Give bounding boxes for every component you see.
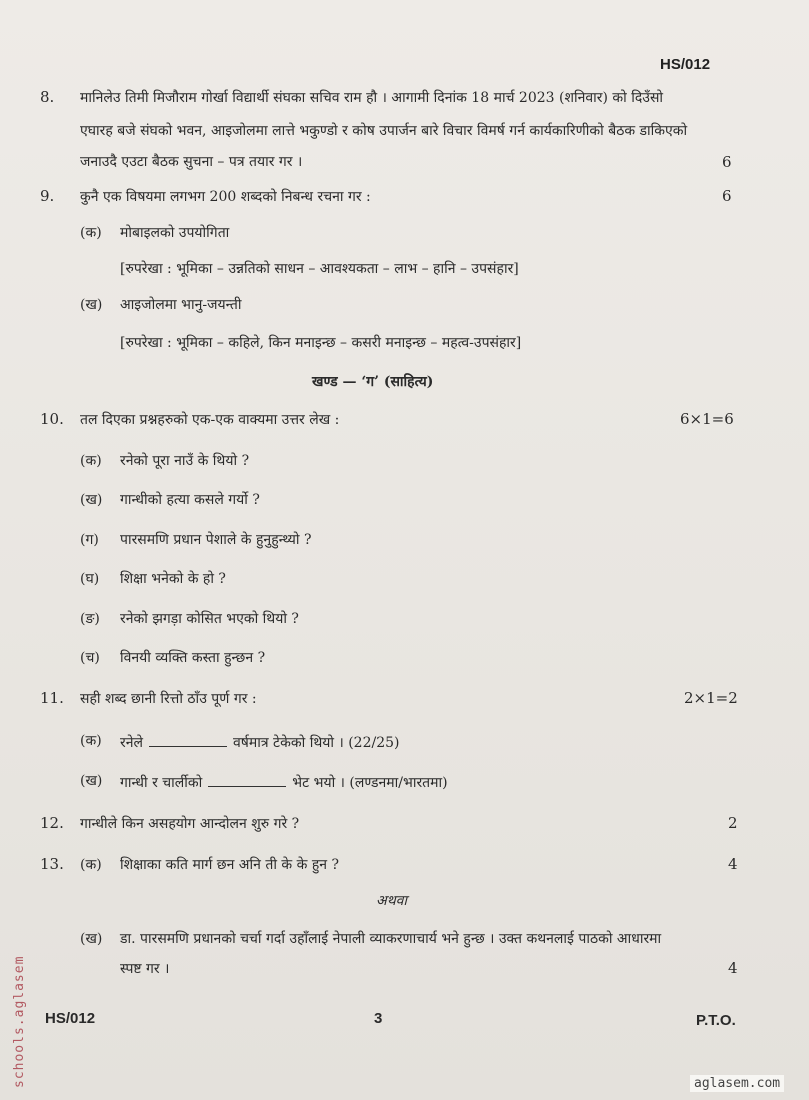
question-number: 8. bbox=[40, 88, 55, 106]
question-number: 12. bbox=[40, 814, 64, 832]
sub-question-label: (ख) bbox=[80, 492, 103, 508]
question-number: 10. bbox=[40, 410, 64, 428]
paper-code-top: HS/012 bbox=[660, 56, 711, 73]
option-label: (ख) bbox=[80, 297, 103, 313]
sub-question-label: (घ) bbox=[80, 571, 100, 587]
sub-question-text: विनयी व्यक्ति कस्ता हुन्छन ? bbox=[120, 650, 266, 666]
question-number: 11. bbox=[40, 689, 64, 707]
question-number: 9. bbox=[40, 187, 55, 205]
question-text-line: मानिलेउ तिमी मिजौराम गोर्खा विद्यार्थी संघका सचिव राम हौ । आगामी दिनांक 18 मार्च 2023 (शनिवार) को दिउँसो bbox=[80, 90, 664, 106]
marks: 6 bbox=[722, 153, 732, 171]
question-text-line: एघारह बजे संघको भवन, आइजोलमा लात्ते भकुण्डो र कोष उपार्जन बारे विचार विमर्ष गर्न कार्यकारिणीको बैठक डाकिएको bbox=[80, 123, 688, 139]
question-text: गान्धीले किन असहयोग आन्दोलन शुरु गरे ? bbox=[80, 816, 300, 832]
paper-code-footer: HS/012 bbox=[45, 1010, 96, 1027]
sub-question-label: (क) bbox=[80, 857, 102, 873]
sub-question-label: (ग) bbox=[80, 532, 99, 548]
or-divider: अथवा bbox=[376, 893, 408, 909]
sub-question-label: (ख) bbox=[80, 931, 103, 947]
answer-blank bbox=[208, 772, 286, 787]
option-text: आइजोलमा भानु-जयन्ती bbox=[120, 297, 242, 313]
side-watermark: schools.aglasem bbox=[12, 955, 27, 1088]
corner-watermark: aglasem.com bbox=[690, 1075, 784, 1092]
marks: 6 bbox=[722, 187, 732, 205]
page-number: 3 bbox=[374, 1010, 383, 1027]
fill-blank-post: भेट भयो । (लण्डनमा/भारतमा) bbox=[292, 775, 448, 791]
sub-question-text: पारसमणि प्रधान पेशाले के हुनुहुन्थ्यो ? bbox=[120, 532, 312, 548]
sub-question-text: रनेको झगड़ा कोसित भएको थियो ? bbox=[120, 611, 299, 627]
sub-question-text: शिक्षा भनेको के हो ? bbox=[120, 571, 226, 587]
marks: 2×1=2 bbox=[684, 689, 738, 707]
answer-blank bbox=[149, 732, 227, 747]
option-text: मोबाइलको उपयोगिता bbox=[120, 225, 230, 241]
essay-outline: [रुपरेखा : भूमिका – कहिले, किन मनाइन्छ – कसरी मनाइन्छ – महत्व-उपसंहार] bbox=[120, 335, 522, 351]
sub-question-text-line: स्पष्ट गर । bbox=[120, 961, 170, 977]
marks: 6×1=6 bbox=[680, 410, 734, 428]
fill-blank-line bbox=[120, 732, 399, 752]
fill-blank-line bbox=[120, 772, 448, 792]
question-text: कुनै एक विषयमा लगभग 200 शब्दको निबन्ध रचना गर : bbox=[80, 189, 371, 205]
sub-question-text: गान्धीको हत्या कसले गर्यो ? bbox=[120, 492, 260, 508]
marks: 4 bbox=[728, 855, 738, 873]
sub-question-label: (ङ) bbox=[80, 611, 100, 627]
sub-question-text: रनेको पूरा नाउँ के थियो ? bbox=[120, 453, 250, 469]
sub-question-label: (च) bbox=[80, 650, 100, 666]
fill-blank-pre: रनेले bbox=[120, 735, 143, 751]
fill-blank-post: वर्षमात्र टेकेको थियो । (22/25) bbox=[233, 735, 400, 751]
option-label: (क) bbox=[80, 225, 102, 241]
question-number: 13. bbox=[40, 855, 64, 873]
sub-question-label: (ख) bbox=[80, 773, 103, 789]
sub-question-text-line: डा. पारसमणि प्रधानको चर्चा गर्दा उहाँलाई नेपाली व्याकरणाचार्य भने हुन्छ । उक्त कथनलाई पाठको आधारमा bbox=[120, 931, 662, 947]
sub-question-label: (क) bbox=[80, 453, 102, 469]
marks: 4 bbox=[728, 959, 738, 977]
marks: 2 bbox=[728, 814, 738, 832]
essay-outline: [रुपरेखा : भूमिका – उन्नतिको साधन – आवश्यकता – लाभ – हानि – उपसंहार] bbox=[120, 261, 519, 277]
section-heading: खण्ड — ‘ग’ (साहित्य) bbox=[312, 374, 434, 390]
question-text-line: जनाउदै एउटा बैठक सुचना – पत्र तयार गर । bbox=[80, 154, 303, 170]
sub-question-label: (क) bbox=[80, 733, 102, 749]
fill-blank-pre: गान्धी र चार्लीको bbox=[120, 775, 203, 791]
sub-question-text: शिक्षाका कति मार्ग छन अनि ती के के हुन ? bbox=[120, 857, 339, 873]
pto-label: P.T.O. bbox=[696, 1012, 736, 1029]
question-text: तल दिएका प्रश्नहरुको एक-एक वाक्यमा उत्तर लेख : bbox=[80, 412, 340, 428]
question-text: सही शब्द छानी रित्तो ठाँउ पूर्ण गर : bbox=[80, 691, 257, 707]
